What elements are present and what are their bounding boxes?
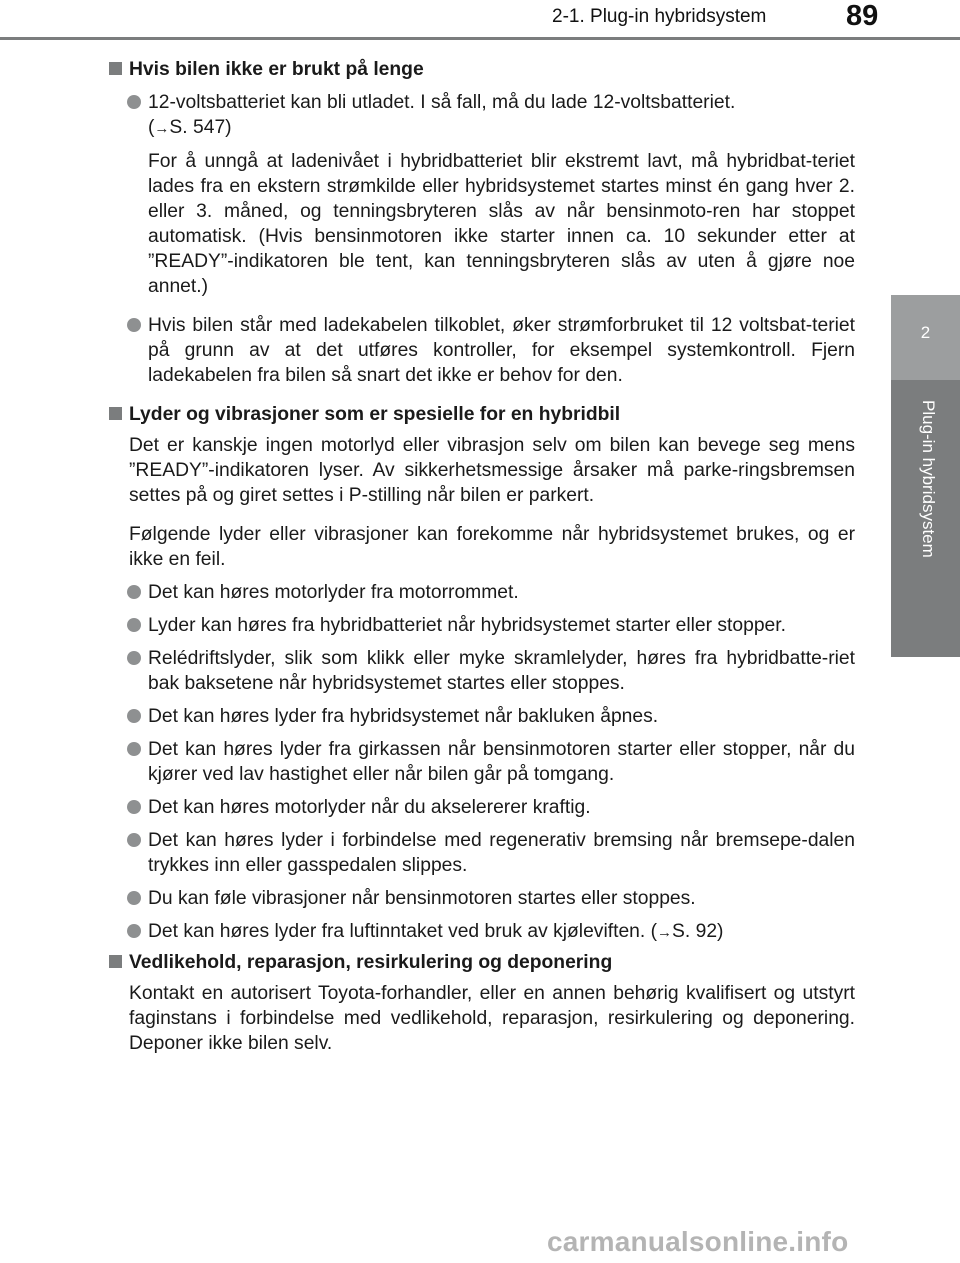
bullet-text: Det kan høres motorlyder når du akselererer kraftig.	[148, 797, 591, 818]
bullet-text: Det kan høres lyder fra girkassen når bensinmotoren starter eller stopper, når du kjører ved lav hastighet eller når bilen går på tomgang.	[148, 739, 855, 785]
bullet-item	[109, 90, 855, 141]
section-heading-text: Lyder og vibrasjoner som er spesielle for en hybridbil	[129, 404, 621, 425]
chapter-tab-number: 2	[920, 323, 931, 342]
bullet-item	[109, 795, 855, 820]
bullet-item	[109, 646, 855, 696]
bullet-item	[109, 828, 855, 878]
circle-bullet-icon	[127, 318, 141, 332]
page-content	[109, 52, 855, 1056]
square-bullet-icon	[109, 955, 122, 968]
square-bullet-icon	[109, 62, 122, 75]
watermark: carmanualsonline.info	[547, 1226, 849, 1257]
section-heading	[109, 57, 855, 82]
bullet-item	[109, 737, 855, 787]
paragraph: Kontakt en autorisert Toyota-forhandler, eller en annen behørig kvalifisert og utstyrt faginstans i forbindelse med vedlikehold, reparasjon, resirkulering og deponering. Deponer ikke bilen selv.	[129, 983, 855, 1054]
bullet-item	[109, 886, 855, 911]
bullet-text: (	[148, 117, 155, 138]
page-reference-link[interactable]: S. 547)	[169, 117, 232, 138]
paragraph: For å unngå at ladenivået i hybridbatteriet blir ekstremt lavt, må hybridbat-teriet lades fra en ekstern strømkilde eller hybridsystemet startes minst én gang hver 2. eller 3. måned, og tenningsbryteren slås av når bensinmoto-ren har stoppet automatisk. (Hvis bensinmotoren ikke starter innen ca. 10 sekunder etter at ”READY”-indikatoren ble tent, kan tenningsbryteren slås av uten å gjøre noe annet.)	[148, 151, 855, 297]
bullet-text: Du kan føle vibrasjoner når bensinmotoren startes eller stoppes.	[148, 888, 696, 909]
circle-bullet-icon	[127, 833, 141, 847]
circle-bullet-icon	[127, 95, 141, 109]
bullet-item	[109, 613, 855, 638]
paragraph: Følgende lyder eller vibrasjoner kan forekomme når hybridsystemet brukes, og er ikke en feil.	[129, 524, 855, 570]
section-heading	[109, 402, 855, 427]
bullet-item	[109, 580, 855, 605]
circle-bullet-icon	[127, 618, 141, 632]
square-bullet-icon	[109, 407, 122, 420]
bullet-text: Det kan høres lyder fra luftinntaket ved bruk av kjøleviften. (	[148, 921, 658, 942]
bullet-item	[109, 313, 855, 388]
bullet-text: 12-voltsbatteriet kan bli utladet. I så fall, må du lade 12-voltsbatteriet.	[148, 92, 736, 113]
page-number: 89	[846, 0, 879, 32]
circle-bullet-icon	[127, 585, 141, 599]
bullet-text: Hvis bilen står med ladekabelen tilkoblet, øker strømforbruket til 12 voltsbat-teriet på grunn av at det utføres kontroller, for eksempel systemkontroll. Fjern ladekabelen fra bilen så snart det ikke er behov for den.	[148, 315, 855, 386]
circle-bullet-icon	[127, 742, 141, 756]
page-reference-link[interactable]: S. 92)	[672, 921, 724, 942]
circle-bullet-icon	[127, 709, 141, 723]
circle-bullet-icon	[127, 924, 141, 938]
bullet-text: Relédriftslyder, slik som klikk eller myke skramlelyder, høres fra hybridbatte-riet bak baksetene når hybridsystemet startes eller stoppes.	[148, 648, 855, 694]
paragraph: Det er kanskje ingen motorlyd eller vibrasjon selv om bilen kan bevege seg mens ”READY”-indikatoren lyser. Av sikkerhetsmessige årsaker må parke-ringsbremsen settes på og giret settes i P-stilling når bilen er parkert.	[129, 435, 855, 506]
bullet-text: Lyder kan høres fra hybridbatteriet når hybridsystemet starter eller stopper.	[148, 615, 786, 636]
bullet-text: Det kan høres lyder fra hybridsystemet når bakluken åpnes.	[148, 706, 659, 727]
section-heading	[109, 950, 855, 975]
section-heading-text: Vedlikehold, reparasjon, resirkulering og deponering	[129, 952, 613, 973]
circle-bullet-icon	[127, 651, 141, 665]
bullet-text: Det kan høres motorlyder fra motorrommet.	[148, 582, 519, 603]
circle-bullet-icon	[127, 800, 141, 814]
header-section-title: 2-1. Plug-in hybridsystem	[552, 6, 767, 27]
bullet-text: Det kan høres lyder i forbindelse med regenerativ bremsing når bremsepe-dalen trykkes inn eller gasspedalen slippes.	[148, 830, 855, 876]
reference-arrow-icon: →	[657, 924, 673, 941]
section-heading-text: Hvis bilen ikke er brukt på lenge	[129, 59, 424, 80]
bullet-item	[109, 704, 855, 729]
chapter-tab-label: Plug-in hybridsystem	[919, 400, 938, 558]
header-divider	[0, 37, 960, 40]
bullet-item	[109, 919, 855, 945]
reference-arrow-icon: →	[154, 120, 170, 137]
circle-bullet-icon	[127, 891, 141, 905]
